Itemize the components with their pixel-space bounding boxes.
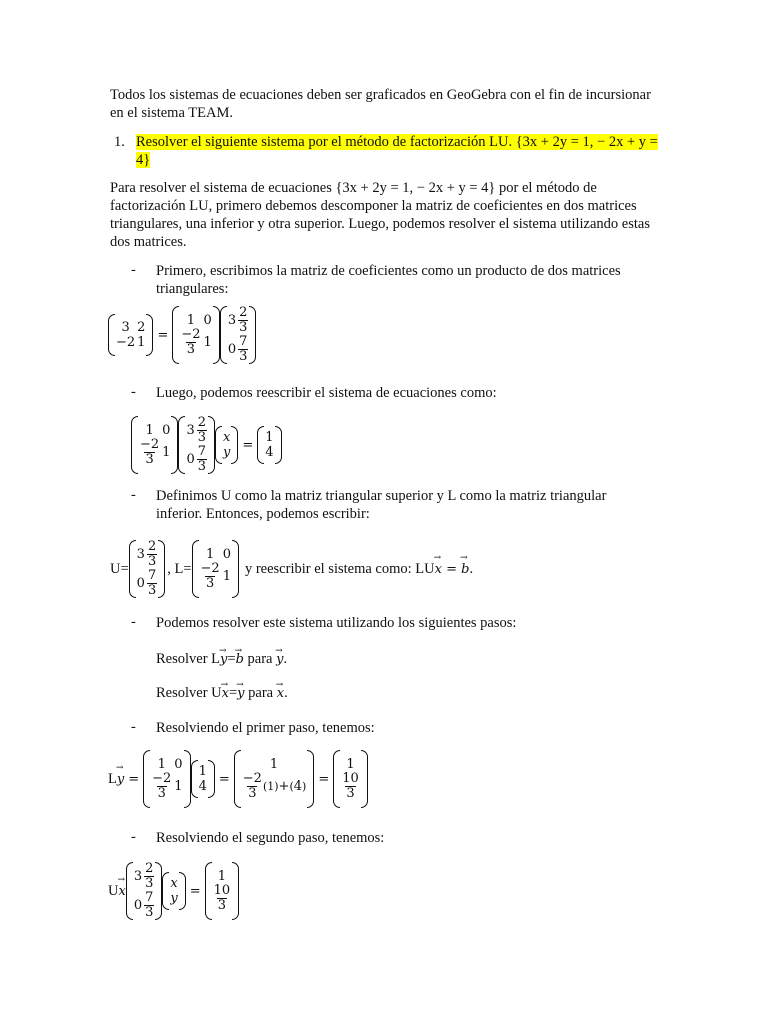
matrix-entry: 1	[203, 335, 212, 350]
period: .	[284, 685, 288, 701]
fraction	[180, 328, 201, 357]
matrix-entry: 3	[136, 547, 145, 562]
matrix-entry: 0	[186, 452, 195, 467]
denominator: 3	[239, 320, 248, 335]
matrix-entry: 2	[137, 320, 146, 335]
period: .	[283, 651, 288, 667]
denominator: 3	[248, 786, 257, 801]
u-symbol: U	[108, 882, 119, 899]
numerator: 7	[239, 334, 248, 349]
vector-y: y →	[220, 651, 227, 669]
fraction	[151, 772, 172, 801]
matrix-entry: 1	[346, 757, 355, 772]
matrix-entry: 0	[174, 757, 183, 772]
matrix-entry: 4	[293, 779, 303, 794]
matrix-entry: 4	[198, 779, 207, 794]
vector-y: y →	[237, 685, 244, 703]
denominator: 3	[346, 786, 355, 801]
matrix-entry: 1	[217, 869, 227, 884]
fraction	[147, 569, 157, 598]
matrix-entry: x	[223, 430, 231, 445]
matrix-entry: 0	[133, 898, 143, 913]
matrix-entry: 0	[227, 342, 237, 357]
vector-x: x →	[277, 685, 284, 703]
matrix-entry: 0	[203, 313, 212, 328]
denominator: 3	[145, 452, 154, 467]
exercise-item	[110, 133, 665, 169]
matrix-entry: 1	[265, 430, 274, 445]
bullet-dash: -	[131, 719, 136, 735]
bullet-dash: -	[131, 487, 136, 503]
vector-xy	[162, 872, 185, 910]
plus-sign: +	[278, 779, 290, 794]
equation-first-step	[108, 750, 368, 808]
matrix-entry: 1	[269, 757, 279, 772]
denominator: 3	[197, 430, 207, 445]
vector-x: x →	[222, 685, 229, 703]
denominator: 3	[239, 349, 248, 364]
paren: )	[302, 780, 307, 793]
matrix-product	[234, 750, 315, 808]
vector-b	[257, 426, 281, 464]
matrix-entry: 1	[186, 313, 196, 328]
equals-sign: =	[227, 651, 236, 667]
matrix-entry: −2	[116, 335, 136, 350]
matrix-entry: y	[170, 891, 178, 906]
fraction	[200, 562, 221, 591]
numerator: 2	[239, 305, 248, 320]
matrix-entry: 1	[222, 569, 231, 584]
equation-define-lu	[110, 540, 473, 598]
denominator: 3	[147, 554, 157, 569]
rewrite-label: y reescribir el sistema como: LU	[244, 560, 435, 577]
denominator: 3	[197, 459, 207, 474]
bullet-text-5: Resolviendo el primer paso, tenemos:	[156, 720, 375, 736]
exercise-statement: Resolver el siguiente sistema por el método de factorización LU. {3x + 2y = 1, − 2x + y = 4}	[136, 134, 658, 168]
matrix-entry: 1	[162, 445, 171, 460]
rewrite-text	[239, 561, 473, 578]
explanation-paragraph: Para resolver el sistema de ecuaciones {3x + 2y = 1, − 2x + y = 4} por el método de factorización LU, primero debemos descomponer la matriz de coeficientes en dos matrices triangulares, una inferior y otra superior. Luego, podemos resolver el sistema utilizando estas dos matrices.	[110, 180, 650, 250]
matrix-entry: y	[223, 445, 231, 460]
bullet-dash: -	[131, 829, 136, 845]
equation-factorization	[108, 306, 256, 364]
bullet-text-3: Definimos U como la matriz triangular superior y L como la matriz triangular inferior. Entonces, podemos escribir:	[156, 488, 607, 522]
numerator: 2	[147, 539, 157, 554]
bullet-text-2: Luego, podemos reescribir el sistema de ecuaciones como:	[156, 385, 497, 401]
numerator: −2	[200, 561, 220, 576]
numerator: 2	[197, 415, 207, 430]
vector-y-result	[333, 750, 368, 808]
vector-b	[191, 760, 215, 798]
matrix-u	[178, 416, 215, 474]
numerator: 7	[197, 444, 207, 459]
vector-b-symbol: b →	[236, 651, 244, 669]
fraction	[238, 335, 248, 364]
matrix-entry: 1	[174, 779, 183, 794]
intro-paragraph: Todos los sistemas de ecuaciones deben ser graficados en GeoGebra con el fin de incursionar en el sistema TEAM.	[110, 87, 651, 121]
numerator: −2	[152, 771, 172, 786]
fraction	[147, 540, 157, 569]
numerator: 10	[342, 771, 359, 786]
step-1	[156, 650, 656, 669]
vector-b-symbol: b →	[461, 562, 469, 577]
matrix-l	[143, 750, 190, 808]
matrix-entry: 1	[137, 335, 146, 350]
vector-x: x →	[435, 562, 442, 577]
matrix-entry: 1	[267, 780, 275, 793]
matrix-entry: 1	[198, 764, 207, 779]
vector-y: y →	[117, 772, 124, 787]
vector-y: y →	[276, 651, 283, 669]
l-label: , L=	[167, 560, 192, 577]
fraction	[144, 862, 154, 891]
step-text: para	[244, 685, 277, 701]
matrix-u	[129, 540, 166, 598]
denominator: 3	[147, 583, 157, 598]
u-label: U=	[110, 560, 129, 577]
matrix-entry: 0	[162, 423, 171, 438]
fraction	[144, 891, 154, 920]
equals-sign: =	[228, 685, 238, 701]
l-symbol: L	[108, 770, 117, 787]
equals-sign: =	[189, 883, 201, 899]
denominator: 3	[217, 898, 227, 913]
matrix-u	[220, 306, 257, 364]
fraction	[197, 416, 207, 445]
equals-sign: =	[218, 771, 230, 787]
matrix-entry: 1	[205, 547, 215, 562]
matrix-entry: 3	[133, 869, 143, 884]
equals-sign: =	[128, 771, 140, 787]
numerator: −2	[242, 771, 262, 786]
fraction	[341, 772, 360, 801]
step-text: para	[243, 651, 277, 667]
vector-xy	[215, 426, 238, 464]
equals-sign: =	[441, 561, 462, 577]
equation-second-step	[108, 862, 239, 920]
numerator: −2	[140, 437, 160, 452]
vector-x: x →	[118, 884, 125, 899]
bullet-dash: -	[131, 384, 136, 400]
bullet-dash: -	[131, 614, 136, 630]
matrix-entry: 0	[136, 576, 145, 591]
matrix-l	[192, 540, 239, 598]
denominator: 3	[145, 876, 154, 891]
matrix-u	[126, 862, 163, 920]
item-number: 1.	[114, 134, 125, 150]
denominator: 3	[145, 905, 154, 920]
equals-sign: =	[242, 437, 254, 453]
vector-y-result	[205, 862, 240, 920]
denominator: 3	[157, 786, 166, 801]
numerator: 7	[145, 890, 154, 905]
paren: )	[274, 780, 279, 793]
fraction	[213, 884, 232, 913]
matrix-a	[108, 314, 153, 356]
numerator: 10	[213, 883, 231, 898]
fraction	[238, 306, 248, 335]
bullet-text-1: Primero, escribimos la matriz de coeficientes como un producto de dos matrices triangulares:	[156, 263, 621, 297]
step-label: Resolver L	[156, 651, 221, 667]
period: .	[469, 560, 474, 577]
numerator: 7	[147, 568, 157, 583]
fraction	[139, 438, 160, 467]
matrix-entry: 1	[145, 423, 154, 438]
bullet-text-6: Resolviendo el segundo paso, tenemos:	[156, 830, 385, 846]
step-label: Resolver U	[156, 685, 222, 701]
matrix-entry: 3	[186, 423, 195, 438]
paren: (	[262, 780, 268, 793]
matrix-entry: 3	[227, 313, 237, 328]
numerator: −2	[181, 327, 201, 342]
matrix-entry: 1	[157, 757, 166, 772]
matrix-entry: 3	[121, 320, 130, 335]
numerator: 2	[145, 861, 154, 876]
equation-system-matrix	[131, 416, 282, 474]
bullet-text-4: Podemos resolver este sistema utilizando los siguientes pasos:	[156, 615, 517, 631]
matrix-entry: 4	[265, 445, 274, 460]
paren: (	[289, 780, 294, 793]
fraction	[242, 772, 263, 801]
equals-sign: =	[157, 327, 169, 343]
matrix-l	[131, 416, 178, 474]
denominator: 3	[205, 576, 215, 591]
matrix-entry: 0	[222, 547, 231, 562]
bullet-dash: -	[131, 262, 136, 278]
fraction	[197, 445, 207, 474]
matrix-entry: x	[170, 876, 178, 891]
matrix-l	[172, 306, 219, 364]
denominator: 3	[186, 342, 196, 357]
step-2	[156, 684, 656, 703]
equals-sign: =	[318, 771, 330, 787]
